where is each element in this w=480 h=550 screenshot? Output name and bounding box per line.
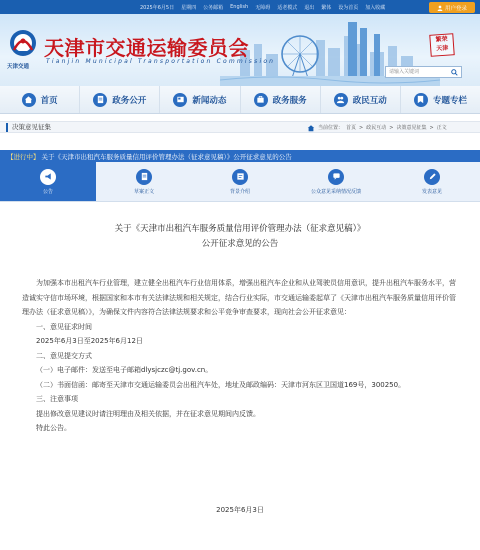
breadcrumb-prefix: 当前位置： (318, 125, 344, 131)
user-icon (437, 5, 443, 11)
status-strip (0, 150, 480, 162)
commission-logo-icon (8, 28, 38, 64)
search-input[interactable] (386, 67, 448, 77)
step-feedback[interactable] (288, 162, 384, 201)
nav-item-home-label: 首页 (40, 95, 58, 106)
step-comment[interactable] (384, 162, 480, 201)
nav-item-gov-service[interactable] (241, 86, 321, 113)
nav-item-gov-affairs[interactable] (80, 86, 160, 113)
stamp-line-1: 繁荣 (435, 35, 448, 44)
user-login-label: 用户登录 (444, 5, 467, 12)
step-comment-label: 发表意见 (421, 188, 442, 195)
breadcrumb-link-decision[interactable]: 决策意见征集 (396, 125, 427, 131)
status-badge: 【进行中】 (7, 152, 40, 161)
section-title: 决策意见征集 (6, 123, 51, 132)
topbar-link-english[interactable]: English (230, 4, 249, 10)
stamp-line-2: 天津 (435, 44, 449, 53)
user-login-button[interactable] (429, 2, 475, 13)
section-body-notes: 提出修改意见建议时请注明理由及相关依据，并在征求意见期间内反馈。 (36, 409, 260, 418)
service-icon (254, 93, 268, 107)
breadcrumb-home-icon (307, 124, 315, 132)
feedback-icon (328, 169, 344, 185)
breadcrumb-separator: > (389, 125, 394, 131)
topbar-link-traditional[interactable]: 繁体 (321, 4, 332, 11)
section-heading-notes: 三、注意事项 (36, 395, 78, 404)
breadcrumb-link-interaction[interactable]: 政民互动 (366, 125, 387, 131)
topbar-link-elder-mode[interactable]: 适老模式 (277, 4, 298, 11)
section-heading-time: 一、意见征求时间 (36, 322, 92, 331)
search-icon[interactable] (448, 67, 461, 77)
nav-item-interaction-label: 政民互动 (352, 95, 387, 106)
article-title-line-1: 关于《天津市出租汽车服务质量信用评价管理办法（征求意见稿）》 (114, 224, 366, 234)
topic-icon (414, 93, 428, 107)
article-date: 2025年6月3日 (216, 506, 264, 514)
section-body-email: （一）电子邮件：发送至电子邮箱dlysjczc@tj.gov.cn。 (36, 366, 213, 375)
breadcrumb-separator: > (429, 125, 434, 131)
main-nav (0, 86, 480, 114)
site-header (0, 14, 480, 86)
site-title: 天津市交通运输委员会 (44, 36, 249, 60)
top-utility-bar (0, 0, 480, 14)
site-title-english: Tianjin Municipal Transportation Commission (46, 58, 276, 65)
info-icon (232, 169, 248, 185)
news-icon (173, 93, 187, 107)
consultation-steps (0, 162, 480, 202)
status-text: 关于《天津市出租汽车服务质量信用评价管理办法（征求意见稿）》公开征求意见的公告 (41, 152, 292, 161)
article-body (22, 276, 462, 436)
draft-icon (136, 169, 152, 185)
search-box (385, 66, 462, 78)
breadcrumb-bar (0, 121, 480, 133)
document-icon (93, 93, 107, 107)
section-body-letter: （二）书面信函：邮寄至天津市交通运输委员会出租汽车处，地址及邮政编码：天津市河东区卫国道169号，300250。 (36, 380, 406, 389)
topbar-weekday: 星期四 (181, 4, 197, 11)
interaction-icon (334, 93, 348, 107)
article-closing: 特此公告。 (36, 424, 71, 433)
step-announcement-label: 公告 (42, 188, 53, 195)
breadcrumb-current: 正文 (436, 125, 447, 131)
topbar-date: 2025年6月5日 (140, 4, 175, 11)
breadcrumb-separator: > (359, 125, 364, 131)
topbar-link-accessibility[interactable]: 无障碍 (255, 4, 271, 11)
step-draft[interactable] (96, 162, 192, 201)
article-title (0, 222, 480, 252)
nav-item-gov-service-label: 政务服务 (272, 95, 307, 106)
topbar-link-exit[interactable]: 退出 (304, 4, 315, 11)
nav-item-topics-label: 专题专栏 (432, 95, 467, 106)
topbar-link-favorite[interactable]: 加入收藏 (365, 4, 386, 11)
nav-item-interaction[interactable] (321, 86, 401, 113)
topbar-links (140, 0, 385, 14)
nav-item-gov-affairs-label: 政务公开 (112, 95, 147, 106)
breadcrumb (307, 124, 447, 132)
step-background-label: 背景介绍 (229, 188, 250, 195)
topbar-link-homepage[interactable]: 设为首页 (338, 4, 359, 11)
step-background[interactable] (192, 162, 288, 201)
section-body-time: 2025年6月3日至2025年6月12日 (36, 337, 143, 346)
step-announcement[interactable] (0, 162, 96, 201)
article-intro: 为加强本市出租汽车行业管理，建立健全出租汽车行业信用体系，增强出租汽车企业和从业驾驶员信用意识，提升出租汽车服务水平，营造诚实守信市场环境，根据国家和本市有关法律法规和相关规定，结合行业实际，市交通运输委起草了《天津市出租汽车服务质量信用评价管理办法（征求意见稿）》，为确保文件内容符合法律法规要求和公平竞争审查要求，现向社会公开征求意见： (22, 279, 456, 317)
section-heading-method: 二、意见提交方式 (36, 351, 92, 360)
nav-item-news-label: 新闻动态 (192, 95, 227, 106)
announcement-icon (40, 169, 56, 185)
step-feedback-label: 公众意见采纳情况反馈 (310, 188, 361, 195)
breadcrumb-link-home[interactable]: 首页 (346, 125, 357, 131)
step-draft-label: 草案正文 (133, 188, 154, 195)
decorative-stamp (429, 33, 454, 57)
article-title-line-2: 公开征求意见的公告 (201, 239, 279, 249)
comment-icon (424, 169, 440, 185)
home-icon (22, 93, 36, 107)
nav-item-home[interactable] (0, 86, 80, 113)
nav-item-topics[interactable] (401, 86, 480, 113)
topbar-link-mail[interactable]: 公务邮箱 (203, 4, 224, 11)
logo-subtitle: 天津交通 (7, 64, 30, 70)
nav-item-news[interactable] (160, 86, 240, 113)
